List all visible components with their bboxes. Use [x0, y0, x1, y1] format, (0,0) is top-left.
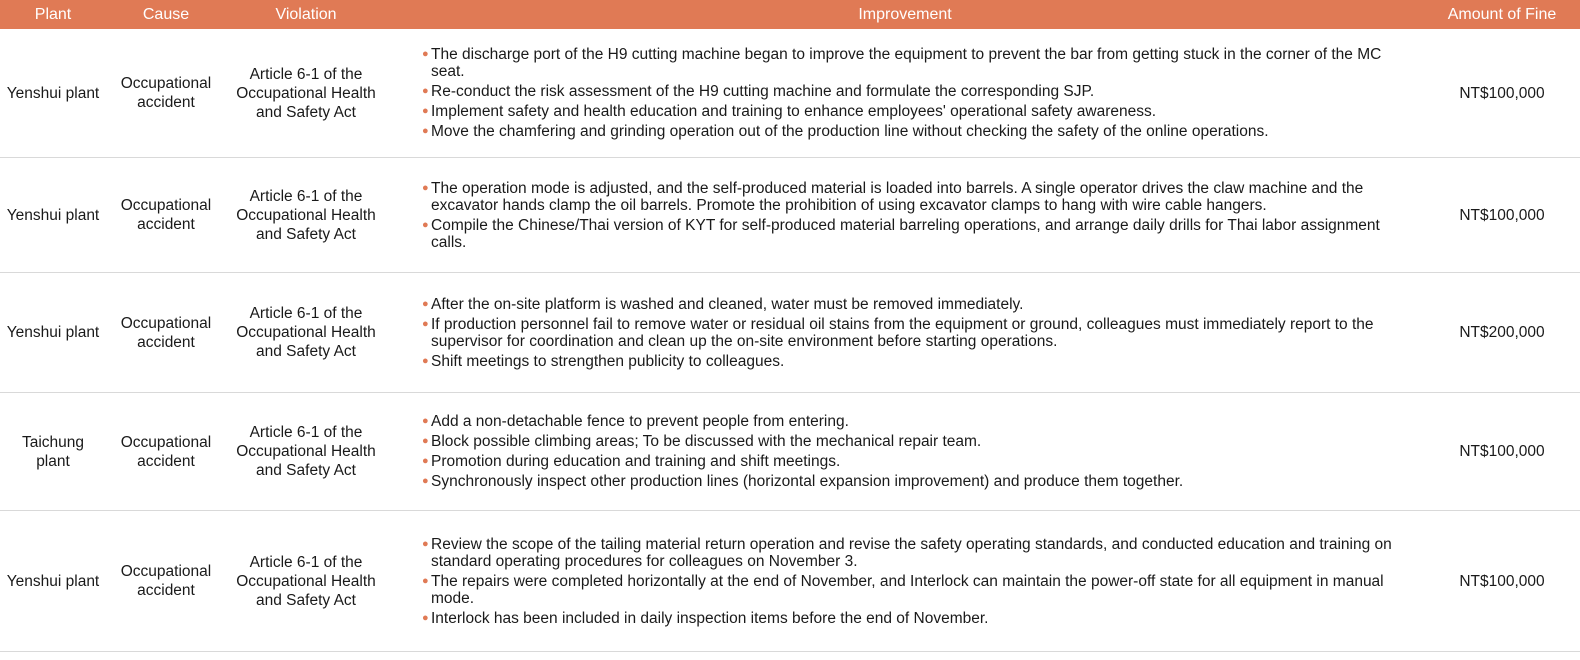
- improvement-list: [422, 413, 1408, 490]
- improvement-item: ● After the on-site platform is washed and cleaned, water must be removed immediately.: [422, 295, 1024, 313]
- bullet-icon: ●: [422, 574, 429, 587]
- amount-cell: NT$100,000: [1424, 393, 1580, 511]
- improvement-cell: [386, 29, 1424, 158]
- bullet-icon: ●: [422, 354, 429, 367]
- bullet-icon: ●: [422, 181, 429, 194]
- cause-cell: Occupational accident: [106, 511, 226, 652]
- bullet-icon: ●: [422, 218, 429, 231]
- bullet-icon: ●: [422, 415, 429, 427]
- improvement-list: [422, 536, 1408, 627]
- header-row: [0, 0, 1580, 29]
- improvement-item: ● Block possible climbing areas; To be discussed with the mechanical repair team.: [422, 433, 982, 450]
- plant-cell: Yenshui plant: [0, 158, 106, 273]
- improvement-item: ● If production personnel fail to remove water or residual oil stains from the equipment or ground, colleagues must immediately report to the supervisor for coordination and clean up the on-site environment before starting operations.: [422, 315, 1374, 350]
- improvement-item: ● The operation mode is adjusted, and the self-produced material is loaded into barrels. A single operator drives the claw machine and the excavator hands clamp the oil barrels. Promote the prohibition of using excavator clamps to hang with wire cable hangers.: [422, 179, 1364, 214]
- table-row: [0, 29, 1580, 158]
- improvement-item: ● Promotion during education and training and shift meetings.: [422, 453, 841, 470]
- improvement-item: ● Implement safety and health education and training to enhance employees' operational safety awareness.: [422, 103, 1157, 120]
- table-header: [0, 0, 1580, 29]
- improvement-list: [422, 296, 1408, 370]
- cause-cell: Occupational accident: [106, 158, 226, 273]
- bullet-icon: ●: [422, 435, 429, 447]
- improvement-item: ● Add a non-detachable fence to prevent people from entering.: [422, 413, 849, 430]
- improvement-cell: [386, 393, 1424, 511]
- violation-cell: Article 6-1 of the Occupational Health and Safety Act: [226, 511, 386, 652]
- improvement-item: ● Synchronously inspect other production lines (horizontal expansion improvement) and produce them together.: [422, 473, 1184, 490]
- improvement-item: ● Review the scope of the tailing material return operation and revise the safety operating standards, and conducted education and training on standard operating procedures for colleagues on November 3.: [422, 535, 1392, 570]
- improvement-item: ● Shift meetings to strengthen publicity to colleagues.: [422, 352, 785, 370]
- amount-cell: NT$100,000: [1424, 29, 1580, 158]
- cause-cell: Occupational accident: [106, 29, 226, 158]
- table-row: [0, 158, 1580, 273]
- bullet-icon: ●: [422, 475, 429, 487]
- table-row: [0, 273, 1580, 393]
- cause-cell: Occupational accident: [106, 393, 226, 511]
- header-cause: Cause: [106, 0, 226, 29]
- plant-cell: Taichung plant: [0, 393, 106, 511]
- improvement-item: ● The repairs were completed horizontally at the end of November, and Interlock can maintain the power-off state for all equipment in manual mode.: [422, 572, 1384, 607]
- header-plant: Plant: [0, 0, 106, 29]
- improvement-list: [422, 46, 1408, 140]
- header-amount: Amount of Fine: [1424, 0, 1580, 29]
- amount-cell: NT$100,000: [1424, 511, 1580, 652]
- bullet-icon: ●: [422, 48, 429, 60]
- plant-cell: Yenshui plant: [0, 29, 106, 158]
- table-row: [0, 511, 1580, 652]
- violation-cell: Article 6-1 of the Occupational Health and Safety Act: [226, 393, 386, 511]
- amount-cell: NT$200,000: [1424, 273, 1580, 393]
- bullet-icon: ●: [422, 125, 429, 137]
- bullet-icon: ●: [422, 611, 429, 624]
- bullet-icon: ●: [422, 455, 429, 467]
- improvement-item: ● Re-conduct the risk assessment of the H9 cutting machine and formulate the corresponding SJP.: [422, 83, 1095, 100]
- cause-cell: Occupational accident: [106, 273, 226, 393]
- bullet-icon: ●: [422, 297, 429, 310]
- improvement-item: ● Interlock has been included in daily inspection items before the end of November.: [422, 609, 989, 627]
- improvement-cell: [386, 511, 1424, 652]
- plant-cell: Yenshui plant: [0, 511, 106, 652]
- bullet-icon: ●: [422, 105, 429, 117]
- bullet-icon: ●: [422, 537, 429, 550]
- improvement-item: ● The discharge port of the H9 cutting machine began to improve the equipment to prevent the bar from getting stuck in the corner of the MC seat.: [422, 46, 1382, 80]
- bullet-icon: ●: [422, 85, 429, 97]
- table-row: [0, 393, 1580, 511]
- amount-cell: NT$100,000: [1424, 158, 1580, 273]
- violation-cell: Article 6-1 of the Occupational Health and Safety Act: [226, 273, 386, 393]
- violation-cell: Article 6-1 of the Occupational Health and Safety Act: [226, 158, 386, 273]
- improvement-item: ● Move the chamfering and grinding operation out of the production line without checking the safety of the online operations.: [422, 123, 1269, 140]
- bullet-icon: ●: [422, 317, 429, 330]
- header-violation: Violation: [226, 0, 386, 29]
- improvement-cell: [386, 273, 1424, 393]
- violation-cell: Article 6-1 of the Occupational Health and Safety Act: [226, 29, 386, 158]
- header-improvement: Improvement: [386, 0, 1424, 29]
- improvement-list: [422, 180, 1408, 251]
- plant-cell: Yenshui plant: [0, 273, 106, 393]
- improvement-cell: [386, 158, 1424, 273]
- improvement-item: ● Compile the Chinese/Thai version of KYT for self-produced material barreling operations, and arrange daily drills for Thai labor assignment calls.: [422, 216, 1380, 251]
